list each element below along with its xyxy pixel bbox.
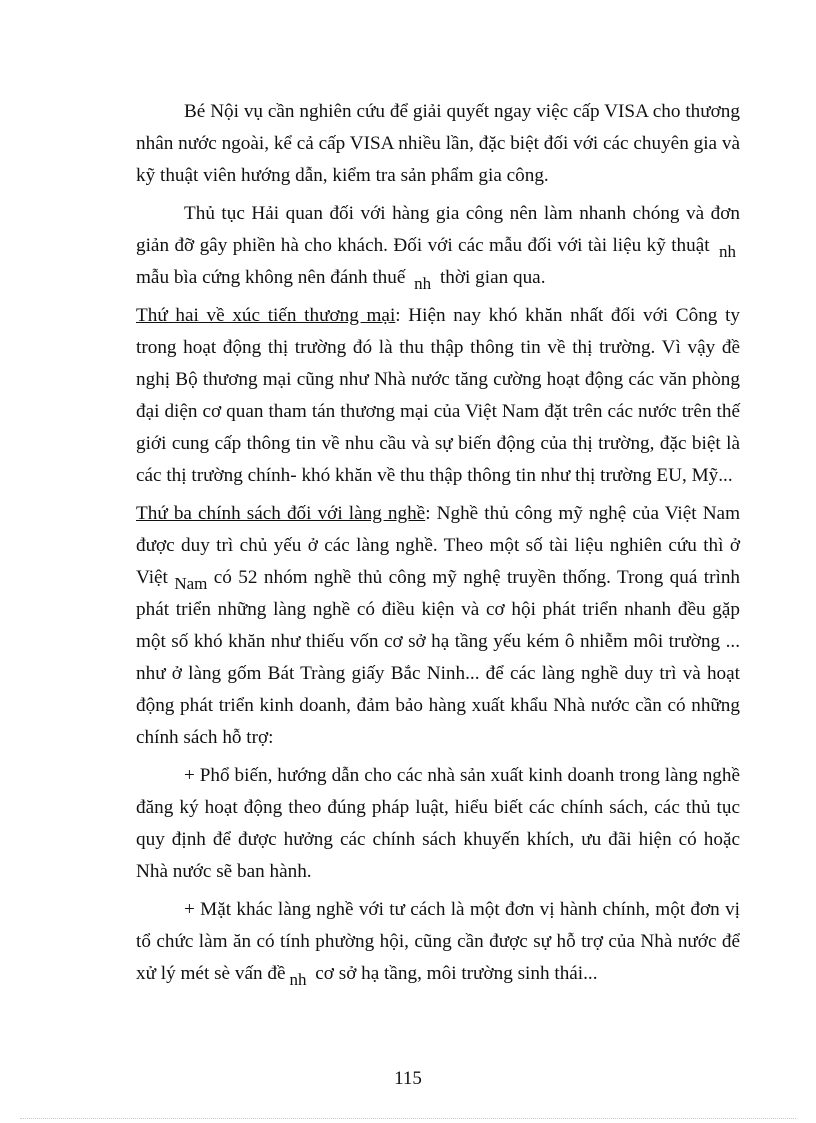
trade-promotion-text: Hiện nay khó khăn nhất đối với Công ty trong hoạt động thị trường đó là thu thập thông tin về thị trường. Vì vậy đề nghị Bộ thương mại cũng như Nhà nước tăng cường hoạt động các văn phòng đại diện cơ quan tham tán thương mại của Việt Nam đặt trên các nước trên thế giới cung cấp thông tin về nhu cầu và sự biến động của thị trường, đặc biệt là các thị trường chính- khó khăn về thu thập thông tin như thị trường EU, Mỹ... [136,305,740,486]
customs-text-3: thời gian qua. [439,267,546,288]
customs-subscript-2: nh [414,274,432,293]
craft-villages-subscript: Nam [174,574,208,593]
craft-villages-text-1: Nghề thủ công mỹ nghệ của Việt Nam được duy trì chủ yếu ở các làng nghề. Theo một số tài liệu nghiên cứu thì ở Việt [136,503,740,588]
administrative-subscript: nh [289,970,307,989]
page-body [136,96,740,990]
paragraph-dissemination: + Phổ biến, hướng dẫn cho các nhà sản xuất kinh doanh trong làng nghề đăng ký hoạt động theo đúng pháp luật, hiểu biết các chính sách, các thủ tục quy định để được hưởng các chính sách khuyến khích, ưu đãi hiện có hoặc Nhà nước sẽ ban hành. [136,765,740,882]
paragraph-visa: Bé Nội vụ cần nghiên cứu để giải quyết ngay việc cấp VISA cho thương nhân nước ngoài, kể cả cấp VISA nhiều lần, đặc biệt đối với các chuyên gia và kỹ thuật viên hướng dẫn, kiểm tra sản phẩm gia công. [136,101,740,186]
craft-villages-text-2: có 52 nhóm nghề thủ công mỹ nghệ truyền thống. Trong quá trình phát triển những làng nghề có điều kiện và cơ hội phát triển nhanh đều gặp một số khó khăn như thiếu vốn cơ sở hạ tầng yếu kém ô nhiễm môi trường ... như ở làng gốm Bát Tràng giấy Bắc Ninh... để các làng nghề duy trì và hoạt động phát triển kinh doanh, đảm bảo hàng xuất khẩu Nhà nước cần có những chính sách hỗ trợ: [136,567,741,748]
page-number: 115 [394,1068,422,1089]
customs-subscript-1: nh [719,242,737,261]
paragraph-administrative [136,894,740,990]
trade-promotion-colon: : [395,305,401,326]
administrative-text-2: cơ sở hạ tầng, môi trường sinh thái... [315,963,598,984]
trade-promotion-heading: Thứ hai về xúc tiến thương mại [136,305,396,326]
paragraph-craft-villages [136,498,740,754]
paragraph-customs [136,198,740,294]
customs-text-1: Thủ tục Hải quan đối với hàng gia công nên làm nhanh chóng và đơn giản đỡ gây phiền hà cho khách. Đối với các mẫu đối với tài liệu kỹ thuật [136,203,740,256]
craft-villages-heading: Thứ ba chính sách đối với làng nghề [136,503,426,524]
customs-text-2: mẫu bìa cứng không nên đánh thuế [136,267,406,288]
paragraph-trade-promotion [136,300,740,492]
page-bottom-rule [20,1118,796,1119]
administrative-text-1: + Mặt khác làng nghề với tư cách là một đơn vị hành chính, một đơn vị tổ chức làm ăn có tính phường hội, cũng cần được sự hỗ trợ của Nhà nước để xử lý mét sè vấn đề [136,899,740,984]
craft-villages-colon: : [425,503,431,524]
